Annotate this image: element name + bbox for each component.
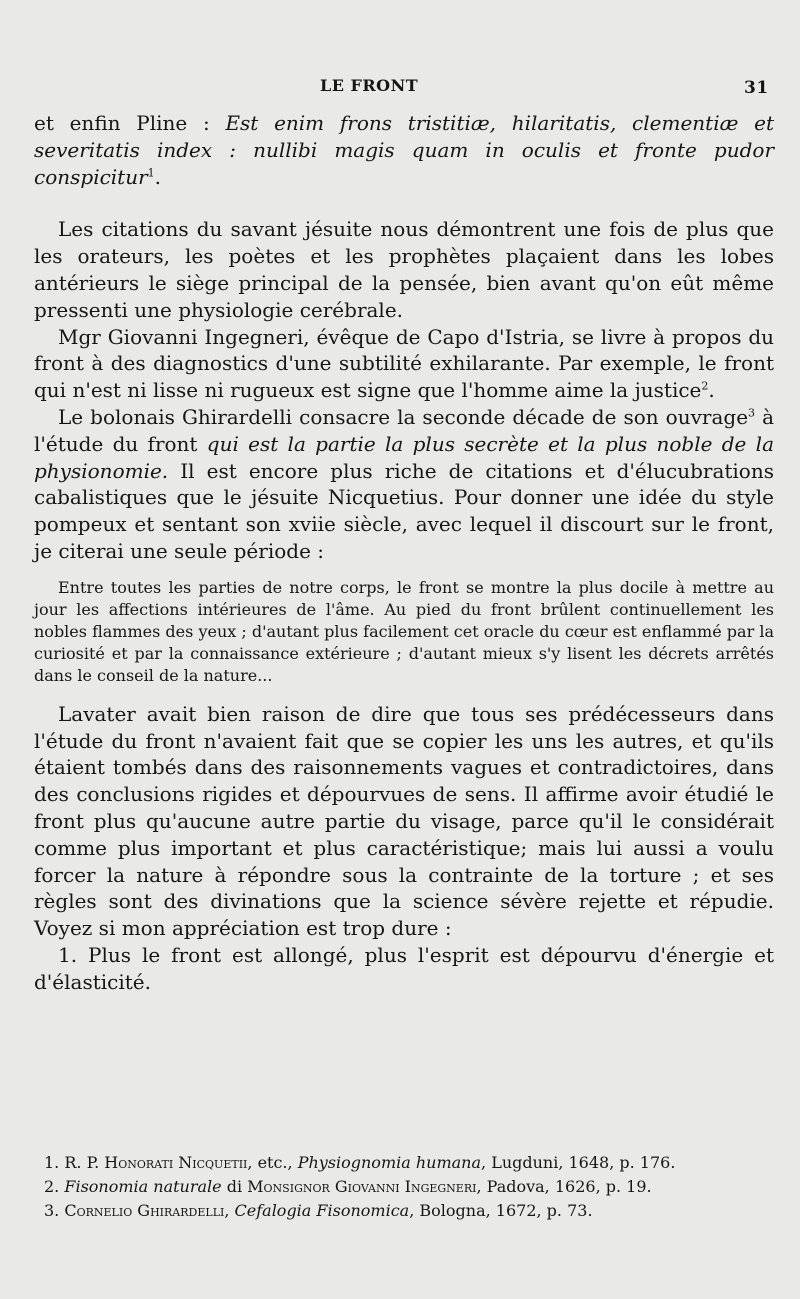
- footnote-text: , etc.,: [247, 1153, 298, 1172]
- footnote-2: [34, 1176, 774, 1198]
- chapter-title: LE FRONT: [320, 76, 419, 95]
- footnote-author: Cornelio Ghirardelli: [64, 1201, 225, 1220]
- footnote-number: 1.: [44, 1153, 60, 1172]
- footnotes: [34, 1152, 774, 1224]
- paragraph-text: Mgr Giovanni Ingegneri, évêque de Capo d'Istria, se livre à propos du front à des diagnostics d'une subtilité exhilarante. Par exemple, le front qui n'est ni lisse ni rugueux est signe que l'homme aime la justice: [34, 324, 774, 403]
- main-text: [34, 110, 774, 996]
- quote-text: Entre toutes les parties de notre corps, le front se montre la plus docile à mettre au jour les affections intérieures de l'âme. Au pied du front brûlent continuellement les nobles flammes des yeux ; d'autant plus facilement cet oracle du cœur est enflammé par la curiosité et par la connaissance extérieure ; d'autant mieux s'y lisent les décrets arrêtés dans le conseil de la nature...: [34, 577, 774, 685]
- footnote-author: Monsignor Giovanni Ingegneri: [247, 1177, 477, 1196]
- running-header: [0, 74, 800, 104]
- page-number: 31: [744, 78, 769, 98]
- paragraph-text: à l'étude du front: [34, 404, 774, 456]
- paragraph-text: Il est encore plus riche de citations et d'élucubrations cabalistiques que le jésuite Nicquetius. Pour donner une idée du style pompeux et sentant son xviie siècle, avec lequel il discourt sur le front, je citerai une seule période :: [34, 458, 774, 563]
- block-quote: [34, 577, 774, 687]
- paragraph-lavater: Lavater avait bien raison de dire que tous ses prédécesseurs dans l'étude du front n'avaient fait que se copier les uns les autres, et qu'ils étaient tombés dans des raisonnements vagues et contradictoires, dans des conclusions rigides et dépourvues de sens. Il affirme avoir étudié le front plus qu'aucune autre partie du visage, parce qu'il le considérait comme plus important et plus caractéristique; mais lui aussi a voulu forcer la nature à répondre sous la contrainte de la torture ; et ses règles sont des divinations que la science sévère rejette et répudie. Voyez si mon appréciation est trop dure :: [34, 701, 774, 941]
- footnote-work: Fisonomia naturale: [64, 1177, 222, 1196]
- paragraph-text: et enfin Pline :: [34, 111, 226, 135]
- footnote-text: , Bologna, 1672, p. 73.: [409, 1201, 593, 1220]
- footnote-work: Physiognomia humana: [297, 1153, 482, 1172]
- footnote-text: ,: [224, 1201, 235, 1220]
- footnote-text: di: [221, 1177, 248, 1196]
- footnote-work: Cefalogia Fisonomica: [234, 1201, 410, 1220]
- footnote-number: 2.: [44, 1177, 60, 1196]
- footnote-1: [34, 1152, 774, 1174]
- paragraph-text: .: [708, 378, 715, 403]
- footnote-ref: 3: [748, 406, 756, 420]
- footnote-ref: 1: [147, 165, 155, 179]
- footnote-number: 3.: [44, 1201, 60, 1220]
- paragraph-rule-one: 1. Plus le front est allongé, plus l'esprit est dépourvu d'énergie et d'élasticité.: [34, 942, 774, 994]
- paragraph-ghirardelli: [34, 404, 774, 565]
- paragraph-text: .: [154, 164, 162, 189]
- latin-quote: Est enim frons tristitiæ, hilaritatis, clementiæ et severitatis index : nullibi magis quam in oculis et fronte pudor conspicitur: [34, 111, 775, 189]
- paragraph-pliny: [34, 110, 774, 190]
- paragraph-ingegneri: [34, 324, 774, 404]
- footnote-author: R. P. Honorati Nicquetii: [64, 1153, 248, 1172]
- footnote-3: [34, 1200, 774, 1222]
- footnote-ref: 2: [701, 379, 709, 393]
- footnote-text: , Lugduni, 1648, p. 176.: [481, 1153, 676, 1172]
- paragraph-text: Le bolonais Ghirardelli consacre la seconde décade de son ouvrage: [58, 404, 749, 429]
- footnote-text: , Padova, 1626, p. 19.: [476, 1177, 652, 1196]
- paragraph-citations: Les citations du savant jésuite nous démontrent une fois de plus que les orateurs, les poètes et les prophètes plaçaient dans les lobes antérieurs le siège principal de la pensée, bien avant qu'on eût même pressenti une physiologie cerébrale.: [34, 217, 774, 322]
- italic-phrase: qui est la partie la plus secrète et la plus noble de la physionomie.: [34, 431, 774, 483]
